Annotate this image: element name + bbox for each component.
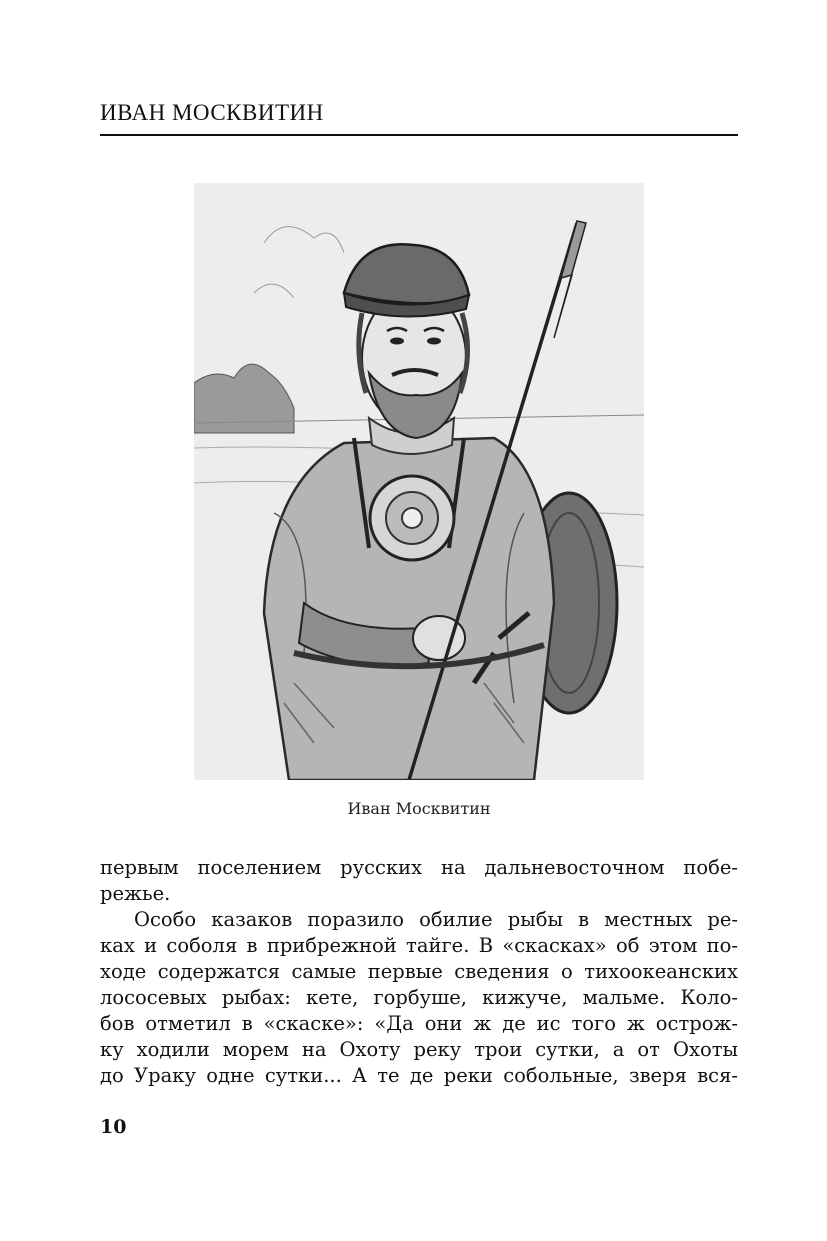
header-rule	[100, 134, 738, 136]
text-line: ках и соболя в прибрежной тайге. В «скасках» об этом по-	[100, 934, 738, 957]
body-text	[100, 855, 738, 1089]
portrait-illustration	[194, 183, 644, 780]
running-title: ИВАН МОСКВИТИН	[100, 100, 324, 125]
figure-caption: Иван Москвитин	[347, 799, 491, 818]
text-line: ку ходили морем на Охоту реку трои сутки, а от Охоты	[100, 1038, 738, 1061]
text-line: первым поселением русских на дальневосточном побе-	[100, 856, 738, 879]
text-line: Особо казаков поразило обилие рыбы в местных ре-	[134, 908, 738, 931]
text-line: режье.	[100, 882, 171, 905]
page-number: 10	[100, 1116, 127, 1138]
text-line: до Ураку одне сутки... А те де реки собольные, зверя вся-	[100, 1064, 738, 1087]
text-line: ходе содержатся самые первые сведения о тихоокеанских	[100, 960, 738, 983]
text-line: лососевых рыбах: кете, горбуше, кижуче, мальме. Коло-	[100, 986, 738, 1009]
text-line: бов отметил в «скаске»: «Да они ж де ис того ж острож-	[100, 1012, 738, 1035]
